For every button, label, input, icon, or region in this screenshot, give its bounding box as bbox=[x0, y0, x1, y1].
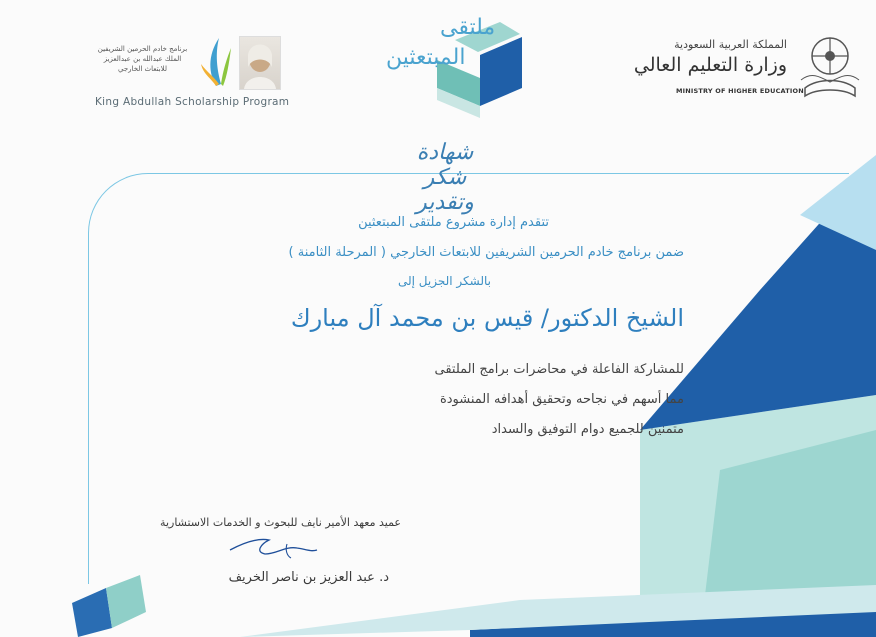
handwritten-signature bbox=[225, 532, 320, 562]
ministry-emblem-icon bbox=[797, 30, 863, 106]
intro-line-3: بالشكر الجزيل إلى bbox=[397, 274, 491, 288]
forum-logo-line1: ملتقى bbox=[440, 15, 496, 40]
kasp-logo bbox=[95, 32, 290, 112]
ministry-name-english: MINISTRY OF HIGHER EDUCATION bbox=[676, 87, 804, 95]
certificate-title-text: شهادة شكر وتقدير bbox=[416, 140, 474, 215]
intro-line-2: ضمن برنامج خادم الحرمين الشريفين للابتعاث الخارجي ( المرحلة الثامنة ) bbox=[288, 245, 684, 260]
forum-logo bbox=[378, 15, 528, 125]
palm-leaf-icon bbox=[199, 34, 233, 88]
body-line-1: للمشاركة الفاعلة في محاضرات برامج الملتقى bbox=[434, 362, 684, 377]
recipient-name: الشيخ الدكتور/ قيس بن محمد آل مبارك bbox=[290, 304, 684, 332]
bottom-left-blue bbox=[72, 588, 112, 637]
kasp-arabic-line: للابتعاث الخارجي bbox=[118, 65, 167, 73]
body-line-3: متمنين للجميع دوام التوفيق والسداد bbox=[491, 422, 684, 437]
body-line-2: مما أسهم في نجاحه وتحقيق أهدافه المنشودة bbox=[439, 392, 684, 407]
forum-logo-line2: المبتعثين bbox=[386, 45, 466, 70]
kasp-arabic-line: برنامج خادم الحرمين الشريفين bbox=[97, 45, 188, 53]
ministry-logo bbox=[633, 30, 863, 110]
signatory-title: عميد معهد الأمير نايف للبحوث و الخدمات الاستشارية bbox=[160, 516, 401, 529]
kingdom-name: المملكة العربية السعودية bbox=[674, 38, 787, 51]
signatory-name: د. عبد العزيز بن ناصر الخريف bbox=[228, 570, 389, 585]
kasp-arabic-line: الملك عبدالله بن عبدالعزيز bbox=[103, 55, 182, 63]
portrait-image bbox=[239, 36, 281, 90]
ministry-name-arabic: وزارة التعليم العالي bbox=[633, 54, 787, 76]
kasp-english-name: King Abdullah Scholarship Program bbox=[95, 96, 290, 108]
certificate-title bbox=[395, 128, 495, 215]
kasp-arabic-text bbox=[95, 44, 190, 74]
intro-line-1: تتقدم إدارة مشروع ملتقى المبتعثين bbox=[358, 215, 549, 230]
